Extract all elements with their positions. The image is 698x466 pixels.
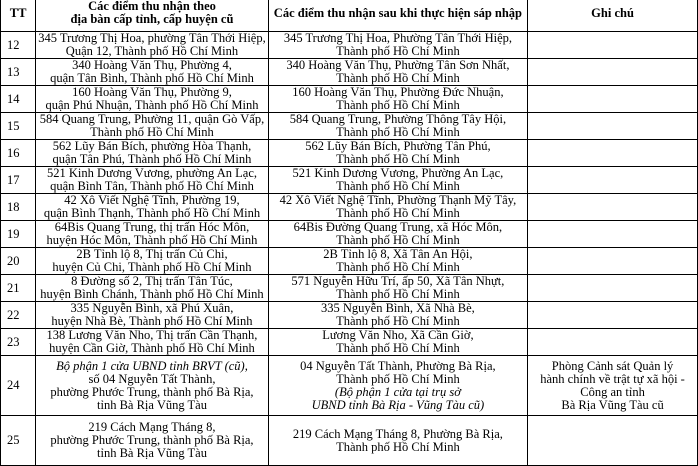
row-number: 20: [1, 248, 36, 275]
header-old-line2: địa bàn cấp tỉnh, cấp huyện cũ: [70, 12, 234, 26]
note-cell: [528, 113, 698, 140]
old-location-cell: [36, 221, 268, 248]
note-cell: [528, 32, 698, 59]
old-location-line: 2B Tỉnh lộ 8, Thị trấn Củ Chi,: [76, 247, 228, 261]
old-location-cell: [36, 140, 268, 167]
new-location-italic: (Bộ phận 1 cửa tại trụ sở: [334, 384, 461, 399]
new-location-line: Thành phố Hồ Chí Minh: [336, 233, 460, 247]
old-location-cell: [36, 194, 268, 221]
old-location-italic: Bộ phận 1 cửa UBND tỉnh BRVT (cũ),: [56, 358, 248, 373]
old-location-line: quận Tân Bình, Thành phố Hồ Chí Minh: [50, 71, 254, 85]
old-location-line: Thành phố Hồ Chí Minh: [90, 125, 214, 139]
new-location-line: Thành phố Hồ Chí Minh: [336, 439, 460, 454]
table-row: [1, 221, 698, 248]
new-location-line: 584 Quang Trung, Phường Thông Tây Hội,: [289, 112, 507, 126]
new-location-line: Thành phố Hồ Chí Minh: [336, 341, 460, 355]
old-location-line: phường Phước Trung, thành phố Bà Rịa,: [50, 433, 254, 447]
note-cell: [528, 140, 698, 167]
old-location-line: 219 Cách Mạng Tháng 8,: [88, 420, 216, 434]
old-location-cell: [36, 32, 268, 59]
old-location-line: huyện Hóc Môn, Thành phố Hồ Chí Minh: [46, 233, 258, 247]
old-location-line: tỉnh Bà Rịa Vũng Tàu: [97, 397, 207, 412]
new-location-cell: [268, 167, 527, 194]
old-location-line: 160 Hoàng Văn Thụ, Phường 9,: [72, 85, 232, 99]
old-location-line: 64Bis Quang Trung, thị trấn Hóc Môn,: [54, 220, 250, 234]
old-location-line: huyện Củ Chi, Thành phố Hồ Chí Minh: [52, 260, 252, 274]
note-cell: [528, 221, 698, 248]
row-number: 21: [1, 275, 36, 302]
old-location-line: 521 Kinh Dương Vương, phường An Lạc,: [46, 166, 257, 180]
table-row: [1, 248, 698, 275]
old-location-line: 584 Quang Trung, Phường 11, quận Gò Vấp,: [39, 112, 265, 126]
new-location-line: 562 Lũy Bán Bích, Phường Tân Phú,: [305, 139, 491, 153]
header-row: [1, 0, 698, 32]
row-number: 14: [1, 86, 36, 113]
table-row: [1, 59, 698, 86]
table-row: [1, 32, 698, 59]
new-location-cell: [268, 275, 527, 302]
header-tt: TT: [1, 0, 36, 32]
new-location-line: Thành phố Hồ Chí Minh: [336, 287, 460, 301]
new-location-cell: [268, 113, 527, 140]
table-row: [1, 302, 698, 329]
table-row: [1, 167, 698, 194]
old-location-cell: [36, 302, 268, 329]
note-cell: [528, 194, 698, 221]
new-location-cell: [268, 329, 527, 356]
new-location-cell: [268, 86, 527, 113]
row-number: 16: [1, 140, 36, 167]
old-location-cell: [36, 113, 268, 140]
old-location-line: quận Bình Tân, Thành phố Hồ Chí Minh: [50, 179, 254, 193]
new-location-line: Thành phố Hồ Chí Minh: [336, 98, 460, 112]
new-location-line: Thành phố Hồ Chí Minh: [336, 371, 460, 386]
old-location-cell: [36, 356, 268, 416]
table-row: [1, 194, 698, 221]
new-location-line: 340 Hoàng Văn Thụ, Phường Tân Sơn Nhất,: [286, 58, 510, 72]
header-note: Ghi chú: [528, 0, 698, 32]
old-location-line: 335 Nguyễn Bình, xã Phú Xuân,: [70, 301, 234, 315]
note-cell: [528, 59, 698, 86]
new-location-cell: [268, 221, 527, 248]
new-location-line: Thành phố Hồ Chí Minh: [336, 71, 460, 85]
note-cell: [528, 248, 698, 275]
new-location-line: 571 Nguyễn Hữu Trí, ấp 50, Xã Tân Nhựt,: [291, 274, 505, 288]
old-location-line: quận Tân Phú, Thành phố Hồ Chí Minh: [52, 152, 252, 166]
row-number: 13: [1, 59, 36, 86]
table-row: [1, 113, 698, 140]
new-location-line: Lương Văn Nho, Xã Cần Giờ,: [322, 328, 474, 342]
new-location-line: 345 Trương Thị Hoa, Phường Tân Thới Hiệp,: [283, 31, 512, 45]
new-location-line: Thành phố Hồ Chí Minh: [336, 152, 460, 166]
old-location-line: 340 Hoàng Văn Thụ, Phường 4,: [72, 58, 232, 72]
old-location-line: quận Phú Nhuận, Thành phố Hồ Chí Minh: [45, 98, 259, 112]
new-location-cell: [268, 356, 527, 416]
new-location-line: Thành phố Hồ Chí Minh: [336, 314, 460, 328]
new-location-line: 04 Nguyễn Tất Thành, Phường Bà Rịa,: [300, 358, 496, 373]
new-location-line: 42 Xô Viết Nghệ Tĩnh, Phường Thạnh Mỹ Tây,: [279, 193, 517, 207]
note-cell: [528, 356, 698, 416]
header-old-line1: Các điểm thu nhận theo: [88, 0, 216, 13]
old-location-line: 562 Lũy Bán Bích, phường Hòa Thạnh,: [52, 139, 252, 153]
header-new-location: Các điểm thu nhận sau khi thực hiện sáp nhập: [268, 0, 527, 32]
note-line: hành chính về trật tự xã hội -: [540, 371, 685, 386]
header-old-location: [36, 0, 268, 32]
new-location-line: 160 Hoàng Văn Thụ, Phường Đức Nhuận,: [292, 85, 504, 99]
old-location-cell: [36, 275, 268, 302]
new-location-line: 521 Kinh Dương Vương, Phường An Lạc,: [292, 166, 504, 180]
note-cell: [528, 275, 698, 302]
row-number: 17: [1, 167, 36, 194]
old-location-line: tỉnh Bà Rịa Vũng Tàu: [97, 446, 207, 460]
new-location-italic: UBND tỉnh Bà Rịa - Vũng Tàu cũ): [311, 397, 485, 412]
new-location-cell: [268, 32, 527, 59]
old-location-line: 42 Xô Viết Nghệ Tĩnh, Phường 19,: [64, 193, 240, 207]
row-number: 18: [1, 194, 36, 221]
old-location-cell: [36, 329, 268, 356]
old-location-line: huyện Bình Chánh, Thành phố Hồ Chí Minh: [40, 287, 264, 301]
new-location-cell: [268, 194, 527, 221]
old-location-cell: [36, 86, 268, 113]
row-number: 22: [1, 302, 36, 329]
row-number: 12: [1, 32, 36, 59]
note-line: Bà Rịa Vũng Tàu cũ: [561, 397, 664, 412]
old-location-cell: [36, 248, 268, 275]
old-location-line: Quận 12, Thành phố Hồ Chí Minh: [65, 44, 239, 58]
table-row: [1, 416, 698, 466]
new-location-line: 219 Cách Mạng Tháng 8, Phường Bà Rịa,: [292, 426, 503, 441]
new-location-line: 64Bis Đường Quang Trung, xã Hóc Môn,: [293, 220, 503, 234]
table-row: [1, 275, 698, 302]
old-location-cell: [36, 416, 268, 466]
table-row: [1, 329, 698, 356]
new-location-cell: [268, 248, 527, 275]
new-location-cell: [268, 416, 527, 466]
note-cell: [528, 302, 698, 329]
new-location-cell: [268, 140, 527, 167]
new-location-line: 335 Nguyễn Bình, Xã Nhà Bè,: [321, 301, 475, 315]
new-location-cell: [268, 302, 527, 329]
new-location-line: Thành phố Hồ Chí Minh: [336, 179, 460, 193]
row-number: 24: [1, 356, 36, 416]
old-location-line: phường Phước Trung, thành phố Bà Rịa,: [50, 384, 254, 399]
old-location-line: 138 Lương Văn Nho, Thị trấn Cần Thạnh,: [46, 328, 258, 342]
old-location-cell: [36, 59, 268, 86]
new-location-line: Thành phố Hồ Chí Minh: [336, 260, 460, 274]
old-location-cell: [36, 167, 268, 194]
note-line: Phòng Cảnh sát Quản lý: [551, 358, 674, 373]
table-row: [1, 140, 698, 167]
row-number: 19: [1, 221, 36, 248]
note-cell: [528, 329, 698, 356]
new-location-cell: [268, 59, 527, 86]
old-location-line: huyện Nhà Bè, Thành phố Hồ Chí Minh: [51, 314, 253, 328]
new-location-line: 2B Tỉnh lộ 8, Xã Tân An Hội,: [323, 247, 473, 261]
old-location-line: huyện Cần Giờ, Thành phố Hồ Chí Minh: [49, 341, 255, 355]
note-cell: [528, 167, 698, 194]
table-row: [1, 356, 698, 416]
old-location-line: quận Bình Thạnh, Thành phố Hồ Chí Minh: [43, 206, 261, 220]
note-cell: [528, 86, 698, 113]
old-location-line: 345 Trương Thị Hoa, phường Tân Thới Hiệp,: [38, 31, 266, 45]
row-number: 15: [1, 113, 36, 140]
new-location-line: Thành phố Hồ Chí Minh: [336, 206, 460, 220]
table-body: [1, 32, 698, 466]
note-line: Công an tỉnh: [580, 384, 645, 399]
old-location-line: số 04 Nguyễn Tất Thành,: [88, 371, 216, 386]
new-location-line: Thành phố Hồ Chí Minh: [336, 125, 460, 139]
new-location-line: Thành phố Hồ Chí Minh: [336, 44, 460, 58]
old-location-line: 8 Đường số 2, Thị trấn Tân Túc,: [71, 274, 233, 288]
note-cell: [528, 416, 698, 466]
row-number: 23: [1, 329, 36, 356]
row-number: 25: [1, 416, 36, 466]
table-row: [1, 86, 698, 113]
